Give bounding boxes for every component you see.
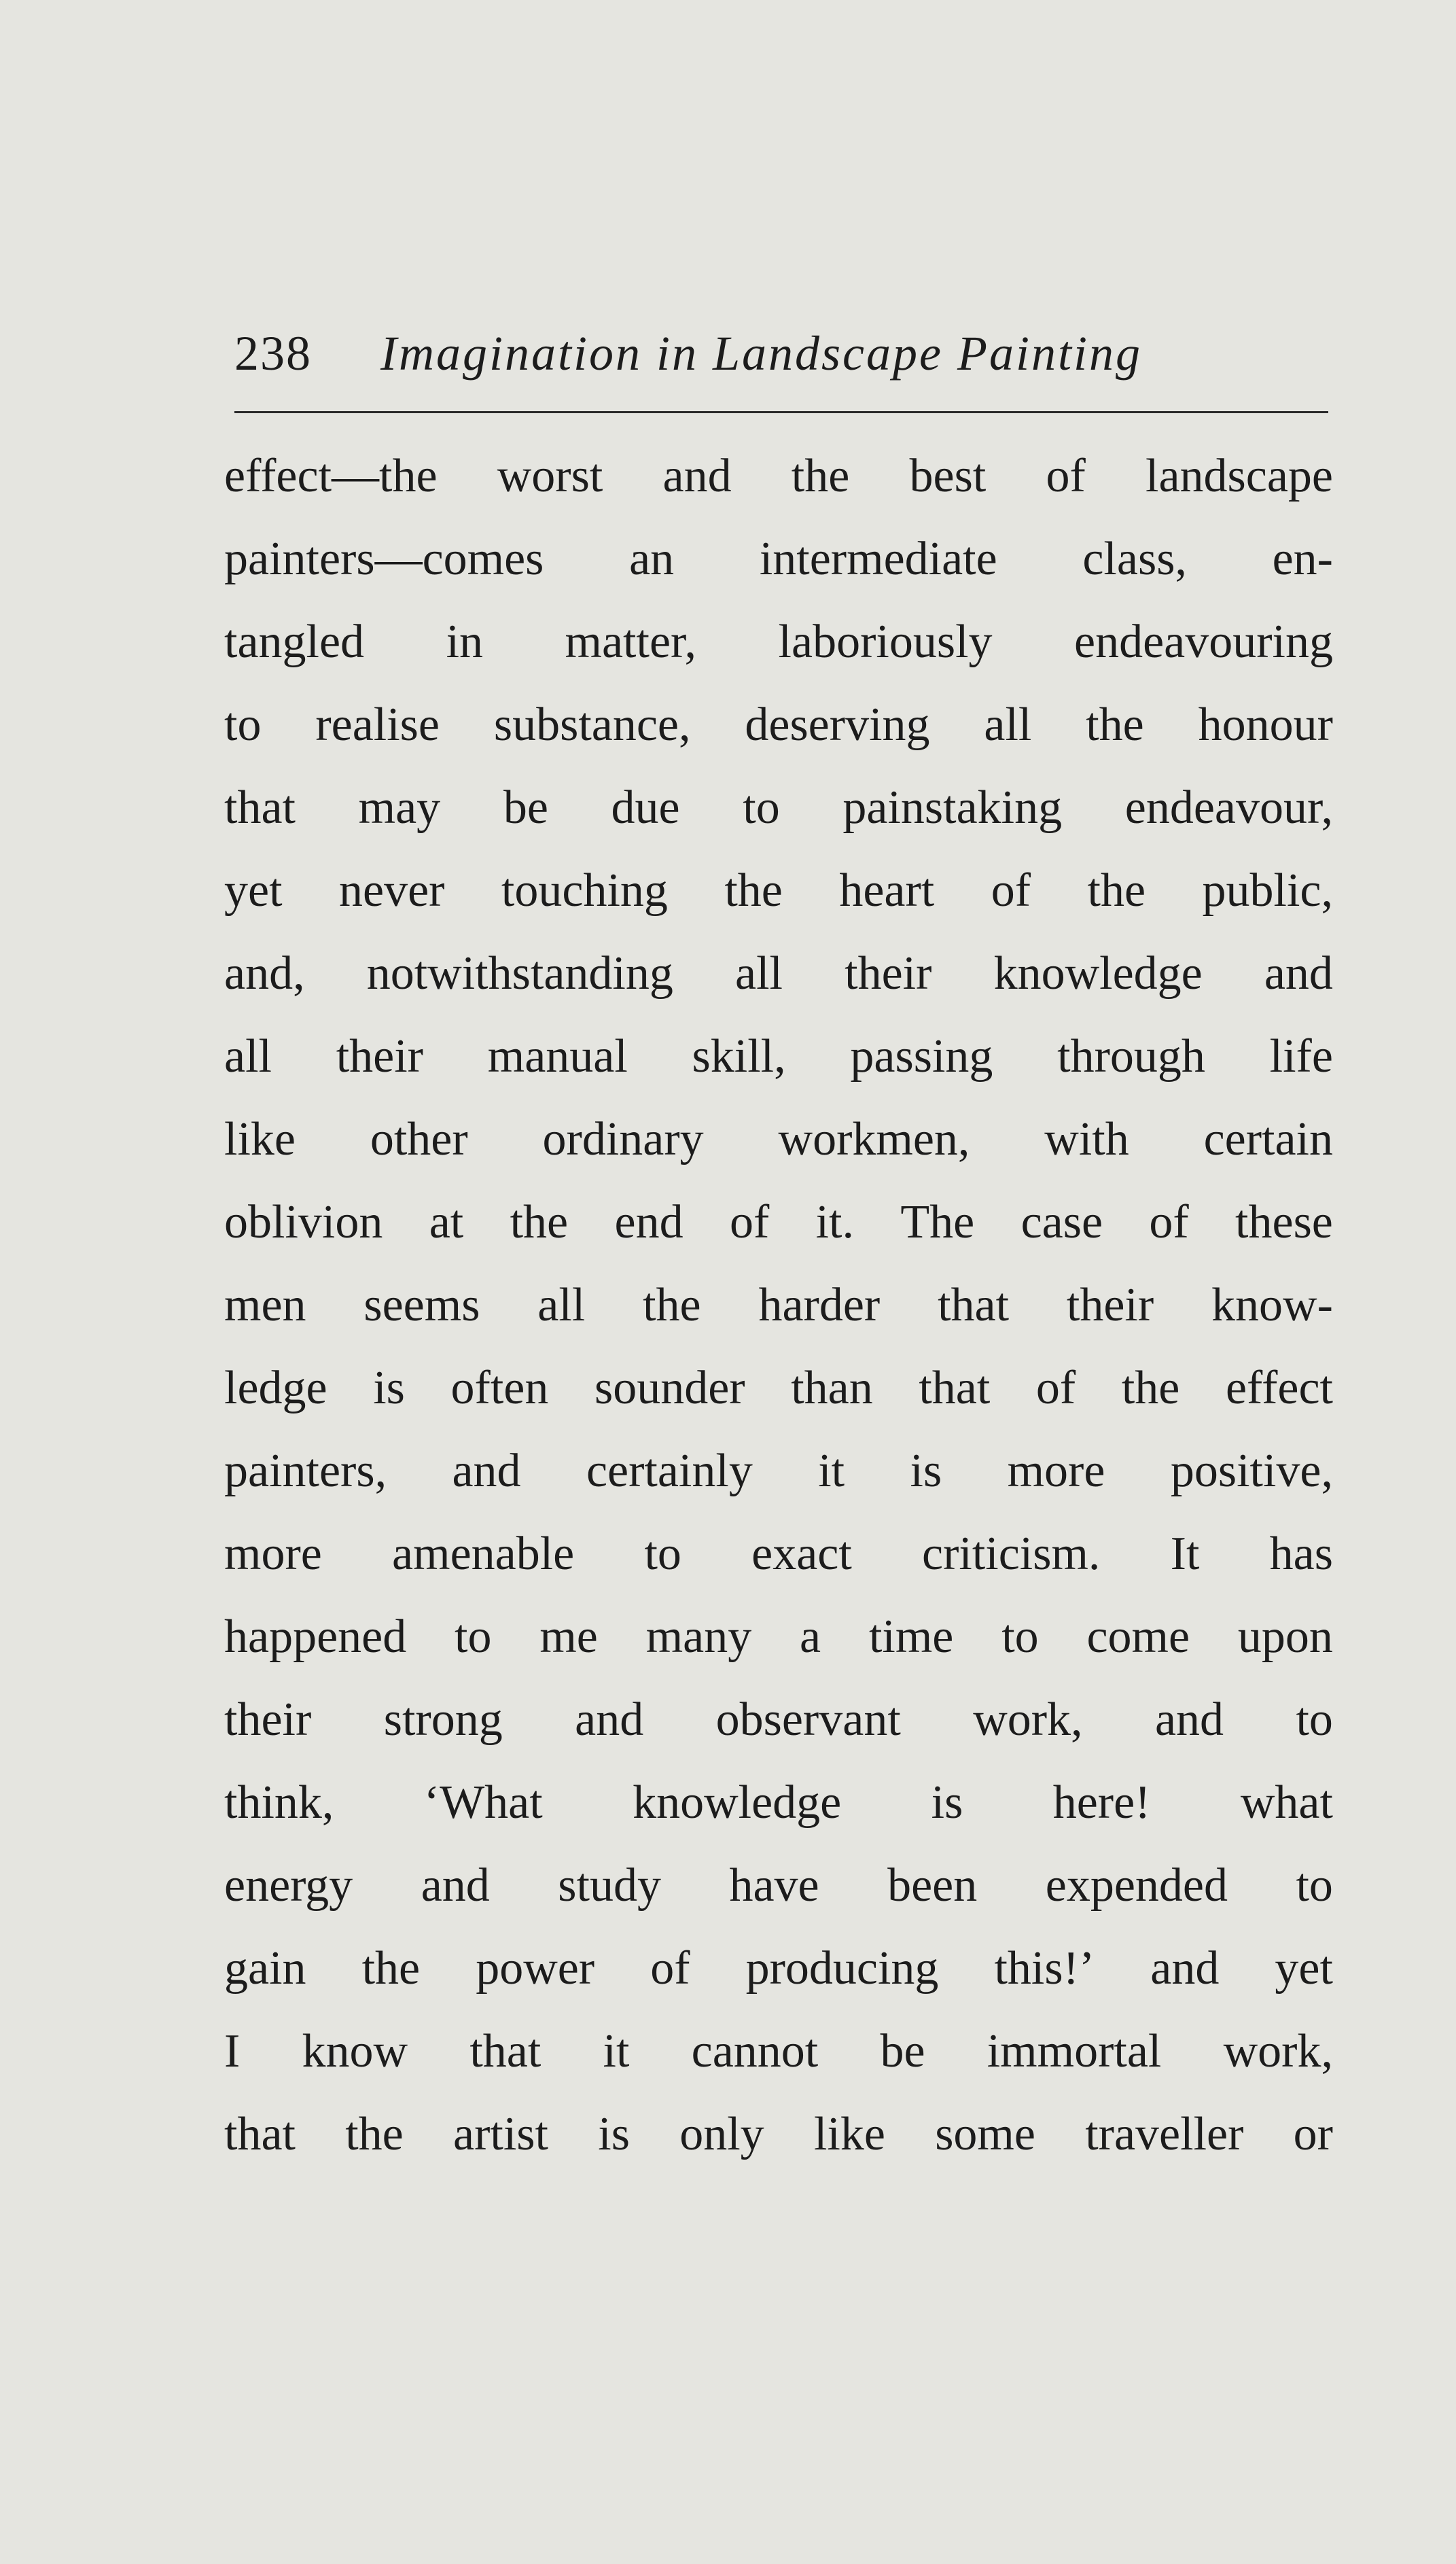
word: seems xyxy=(363,1279,480,1331)
word: know xyxy=(302,2025,408,2077)
word: effect xyxy=(1225,1362,1333,1414)
word: the xyxy=(724,864,783,917)
word: that xyxy=(938,1279,1010,1331)
text-line xyxy=(224,435,1333,518)
word: has xyxy=(1269,1528,1333,1580)
text-line xyxy=(224,1844,1333,1927)
word: and xyxy=(1154,1693,1224,1746)
word: substance, xyxy=(493,699,691,751)
word: at xyxy=(429,1196,464,1248)
word: all xyxy=(735,947,783,1000)
word: time xyxy=(868,1611,954,1663)
word: only xyxy=(679,2108,764,2160)
word: me xyxy=(539,1611,598,1663)
word: landscape xyxy=(1146,450,1333,502)
word: and, xyxy=(224,947,305,1000)
word: be xyxy=(880,2025,925,2077)
word: to xyxy=(1296,1859,1333,1912)
text-line xyxy=(224,1596,1333,1679)
word: It xyxy=(1170,1528,1200,1580)
word: study xyxy=(558,1859,661,1912)
word: laboriously xyxy=(778,616,993,668)
word: to xyxy=(1001,1611,1039,1663)
word: here! xyxy=(1052,1776,1151,1829)
word: painters—comes xyxy=(224,533,544,585)
word: often xyxy=(450,1362,549,1414)
word: like xyxy=(813,2108,885,2160)
word: their xyxy=(224,1693,312,1746)
word: and xyxy=(1150,1942,1220,1995)
word: is xyxy=(910,1445,942,1497)
word: this!’ xyxy=(994,1942,1095,1995)
word: through xyxy=(1057,1030,1205,1083)
word: certain xyxy=(1203,1113,1333,1165)
word: come xyxy=(1086,1611,1190,1663)
word: en- xyxy=(1272,533,1333,585)
word: producing xyxy=(745,1942,939,1995)
word: of xyxy=(1046,450,1086,502)
word: to xyxy=(1296,1693,1333,1746)
word: what xyxy=(1240,1776,1333,1829)
word: The xyxy=(900,1196,975,1248)
word: passing xyxy=(850,1030,993,1083)
word: I xyxy=(224,2025,241,2077)
word: worst xyxy=(497,450,603,502)
word: public, xyxy=(1202,864,1333,917)
word: workmen, xyxy=(778,1113,970,1165)
word: or xyxy=(1293,2108,1333,2160)
word: effect—the xyxy=(224,450,438,502)
word: upon xyxy=(1237,1611,1333,1663)
text-line xyxy=(224,1098,1333,1181)
word: the xyxy=(510,1196,569,1248)
word: painstaking xyxy=(842,782,1063,834)
word: strong xyxy=(383,1693,503,1746)
word: endeavour, xyxy=(1124,782,1333,834)
word: criticism. xyxy=(922,1528,1101,1580)
word: painters, xyxy=(224,1445,387,1497)
word: more xyxy=(224,1528,322,1580)
text-line xyxy=(224,601,1333,684)
text-line xyxy=(224,1015,1333,1098)
word: sounder xyxy=(594,1362,745,1414)
word: gain xyxy=(224,1942,306,1995)
word: happened xyxy=(224,1611,407,1663)
text-line xyxy=(224,1430,1333,1513)
word: endeavouring xyxy=(1074,616,1333,668)
word: and xyxy=(662,450,732,502)
word: it. xyxy=(815,1196,855,1248)
word: some xyxy=(935,2108,1035,2160)
word: to xyxy=(224,699,262,751)
word: exact xyxy=(751,1528,852,1580)
word: knowledge xyxy=(633,1776,842,1829)
word: the xyxy=(1086,699,1144,751)
text-line xyxy=(224,1181,1333,1264)
word: of xyxy=(1035,1362,1076,1414)
word: notwithstanding xyxy=(366,947,673,1000)
text-line xyxy=(224,1679,1333,1761)
word: that xyxy=(224,2108,296,2160)
word: that xyxy=(469,2025,541,2077)
word: due xyxy=(611,782,680,834)
word: in xyxy=(446,616,484,668)
word: and xyxy=(421,1859,490,1912)
word: these xyxy=(1235,1196,1333,1248)
word: and xyxy=(452,1445,521,1497)
word: ‘What xyxy=(423,1776,543,1829)
word: a xyxy=(800,1611,821,1663)
word: positive, xyxy=(1170,1445,1333,1497)
word: than xyxy=(791,1362,873,1414)
text-line xyxy=(224,2093,1333,2176)
word: their xyxy=(1066,1279,1154,1331)
word: energy xyxy=(224,1859,353,1912)
word: traveller xyxy=(1085,2108,1244,2160)
running-head xyxy=(234,319,1328,387)
word: their xyxy=(845,947,932,1000)
word: other xyxy=(370,1113,468,1165)
header-rule xyxy=(234,411,1328,413)
word: cannot xyxy=(691,2025,819,2077)
word: yet xyxy=(224,864,283,917)
word: deserving xyxy=(745,699,930,751)
word: many xyxy=(645,1611,752,1663)
word: realise xyxy=(315,699,440,751)
running-title: Imagination in Landscape Painting xyxy=(380,326,1142,381)
word: work, xyxy=(973,1693,1083,1746)
word: manual xyxy=(487,1030,628,1083)
word: to xyxy=(743,782,780,834)
word: harder xyxy=(758,1279,881,1331)
word: more xyxy=(1007,1445,1105,1497)
word: artist xyxy=(453,2108,548,2160)
word: all xyxy=(224,1030,272,1083)
word: all xyxy=(984,699,1032,751)
word: case xyxy=(1020,1196,1103,1248)
word: and xyxy=(575,1693,644,1746)
word: expended xyxy=(1045,1859,1228,1912)
word: honour xyxy=(1198,699,1333,751)
word: the xyxy=(361,1942,421,1995)
word: is xyxy=(931,1776,963,1829)
text-line xyxy=(224,1513,1333,1596)
word: to xyxy=(455,1611,492,1663)
text-line xyxy=(224,767,1333,849)
word: all xyxy=(537,1279,586,1331)
word: knowledge xyxy=(993,947,1203,1000)
word: the xyxy=(1087,864,1146,917)
word: yet xyxy=(1275,1942,1333,1995)
text-line xyxy=(224,1927,1333,2010)
word: it xyxy=(603,2025,630,2077)
word: heart xyxy=(839,864,935,917)
word: is xyxy=(373,1362,405,1414)
word: class, xyxy=(1082,533,1187,585)
word: intermediate xyxy=(759,533,997,585)
text-line xyxy=(224,932,1333,1015)
word: ordinary xyxy=(542,1113,704,1165)
word: immortal xyxy=(987,2025,1162,2077)
word: that xyxy=(919,1362,991,1414)
word: the xyxy=(791,450,850,502)
word: it xyxy=(818,1445,845,1497)
word: be xyxy=(503,782,548,834)
word: of xyxy=(650,1942,690,1995)
word: the xyxy=(643,1279,701,1331)
word: life xyxy=(1269,1030,1333,1083)
text-line xyxy=(224,1264,1333,1347)
text-line xyxy=(224,518,1333,601)
word: may xyxy=(358,782,441,834)
text-line xyxy=(224,2010,1333,2093)
text-line xyxy=(224,684,1333,767)
word: men xyxy=(224,1279,306,1331)
word: an xyxy=(629,533,675,585)
word: amenable xyxy=(392,1528,575,1580)
word: to xyxy=(644,1528,681,1580)
word: the xyxy=(1121,1362,1180,1414)
word: been xyxy=(887,1859,978,1912)
word: the xyxy=(345,2108,404,2160)
word: of xyxy=(729,1196,770,1248)
text-line xyxy=(224,1347,1333,1430)
word: work, xyxy=(1223,2025,1333,2077)
word: end xyxy=(614,1196,683,1248)
word: know- xyxy=(1211,1279,1333,1331)
word: tangled xyxy=(224,616,365,668)
body-text xyxy=(224,435,1333,2176)
word: like xyxy=(224,1113,296,1165)
word: observant xyxy=(715,1693,901,1746)
word: of xyxy=(1149,1196,1189,1248)
text-line xyxy=(224,1761,1333,1844)
word: have xyxy=(729,1859,819,1912)
word: and xyxy=(1264,947,1333,1000)
word: oblivion xyxy=(224,1196,383,1248)
word: certainly xyxy=(586,1445,753,1497)
word: that xyxy=(224,782,296,834)
word: matter, xyxy=(565,616,697,668)
word: think, xyxy=(224,1776,334,1829)
page-number: 238 xyxy=(234,326,312,381)
word: best xyxy=(909,450,987,502)
word: of xyxy=(991,864,1031,917)
word: with xyxy=(1044,1113,1129,1165)
word: skill, xyxy=(692,1030,786,1083)
word: ledge xyxy=(224,1362,327,1414)
word: never xyxy=(339,864,445,917)
word: power xyxy=(476,1942,595,1995)
word: touching xyxy=(501,864,668,917)
word: their xyxy=(336,1030,423,1083)
word: is xyxy=(598,2108,630,2160)
text-line xyxy=(224,849,1333,932)
